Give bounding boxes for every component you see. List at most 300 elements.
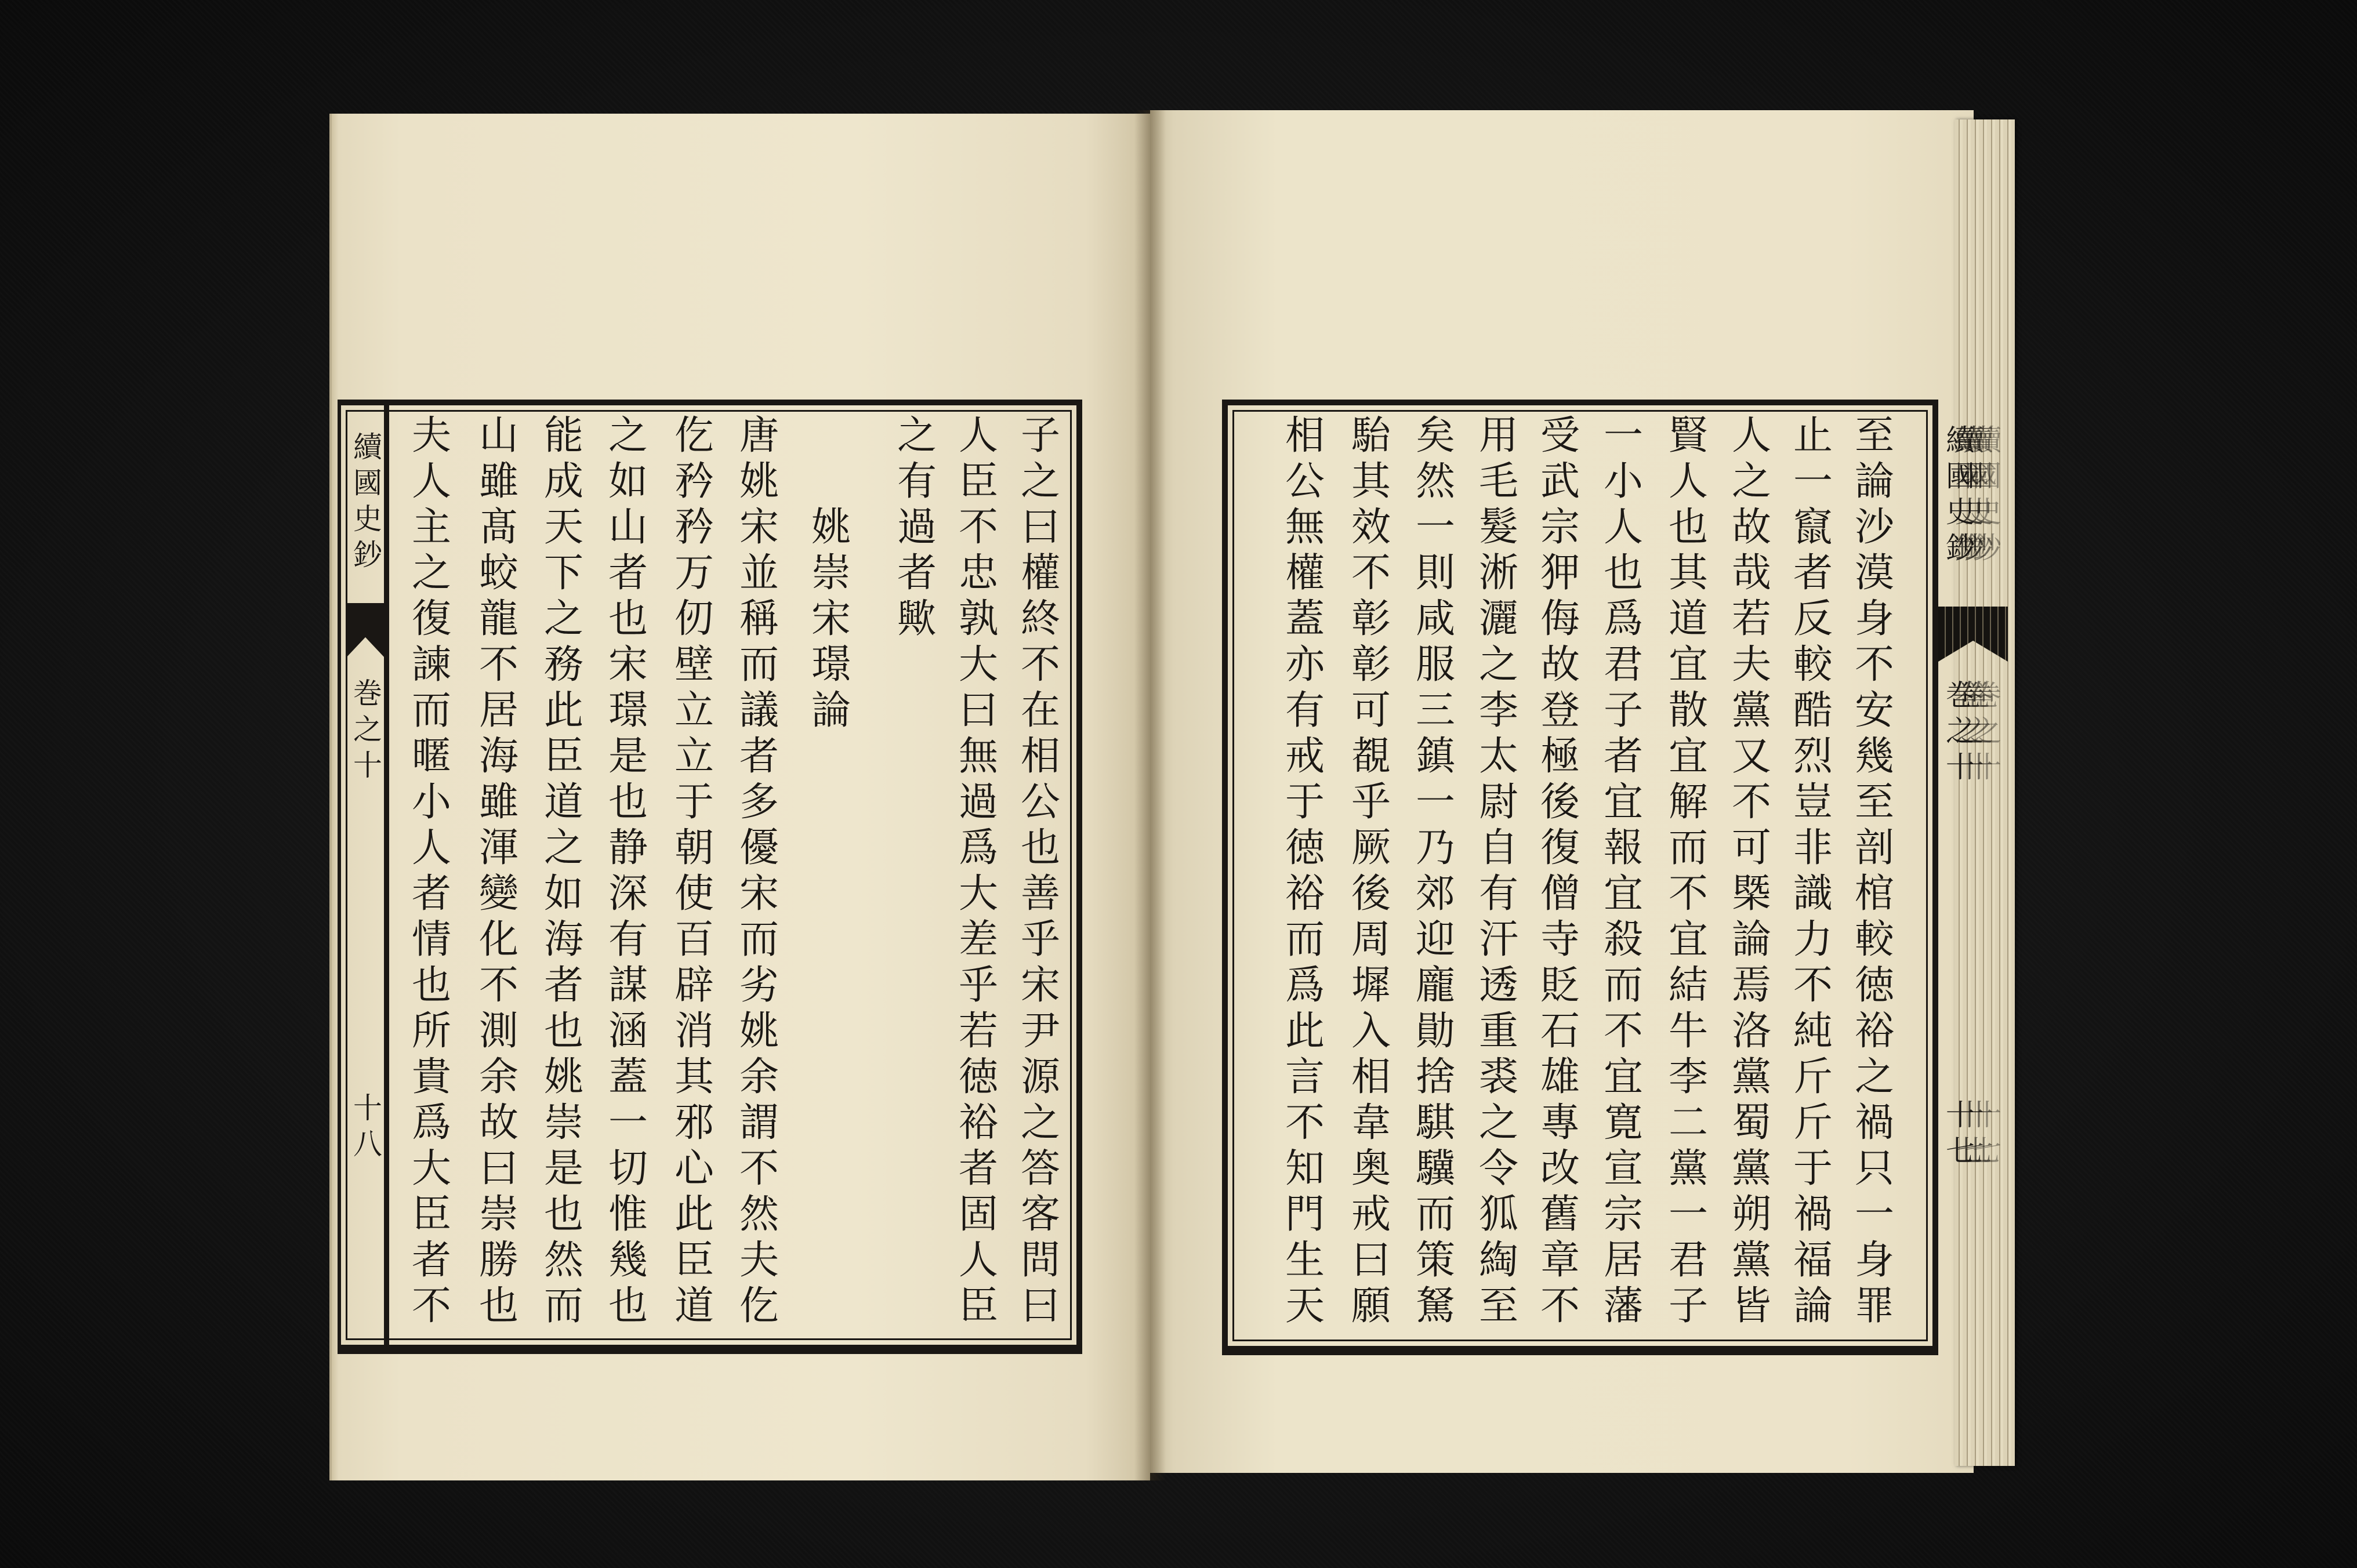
glyph: 之 [543,825,583,871]
glyph: 止 [1793,413,1833,459]
glyph: 也 [1020,825,1060,871]
glyph: 有 [1285,688,1325,734]
glyph: 權 [1285,550,1325,596]
glyph: 山 [608,504,648,550]
glyph: 曰 [1020,1283,1060,1329]
glyph: 不 [478,642,518,688]
glyph: 狎 [1540,550,1580,596]
glyph: 結 [1668,963,1708,1008]
glyph: 璟 [811,642,851,688]
glyph: 洛 [1731,1008,1771,1054]
glyph: 宋 [739,504,779,550]
glyph: 覩 [1351,734,1391,779]
glyph: 是 [543,1146,583,1192]
glyph: 壁 [674,642,714,688]
glyph: 國 [353,466,382,500]
glyph: 龐 [1415,963,1455,1008]
glyph: 灑 [1478,596,1518,642]
glyph: 髮 [1478,504,1518,550]
glyph: 宜 [1668,917,1708,963]
glyph: 邪 [674,1100,714,1146]
glyph: 大 [958,871,998,917]
glyph: 之 [1020,1100,1060,1146]
glyph: 寛 [1603,1100,1643,1146]
glyph: 汗 [1478,917,1518,963]
glyph: 爲 [958,825,998,871]
text-column [665,413,723,1329]
glyph: 公 [1020,779,1060,825]
glyph: 言 [1285,1054,1325,1100]
glyph: 論 [1793,1283,1833,1329]
glyph: 姚 [739,1008,779,1054]
text-column [470,413,528,1329]
glyph: 宜 [1603,871,1643,917]
glyph: 爲 [1285,963,1325,1008]
margin-folio [1944,1097,1977,1169]
glyph: 曰 [1351,1237,1391,1283]
glyph: 也 [543,1008,583,1054]
glyph: 也 [543,1192,583,1237]
glyph: 者 [1793,550,1833,596]
glyph: 李 [1478,688,1518,734]
glyph: 宋 [608,642,648,688]
glyph: 所 [411,1008,451,1054]
glyph: 用 [1478,413,1518,459]
glyph: 夫 [411,413,451,459]
glyph: 並 [739,550,779,596]
glyph: 消 [674,1008,714,1054]
glyph: 差 [958,917,998,963]
glyph: 善 [1020,871,1060,917]
glyph: 殺 [1603,917,1643,963]
glyph: 不 [1540,1283,1580,1329]
glyph: 有 [897,459,937,504]
glyph: 蓋 [608,1054,648,1100]
glyph: 服 [1415,642,1455,688]
glyph: 海 [543,917,583,963]
glyph: 道 [543,779,583,825]
glyph: 道 [674,1283,714,1329]
glyph: 駑 [1415,1283,1455,1329]
glyph: 相 [1020,734,1060,779]
glyph: 一 [1793,459,1833,504]
glyph: 謀 [608,963,648,1008]
glyph: 客 [1020,1192,1060,1237]
glyph: 七 [1946,1134,1975,1168]
glyph: 使 [674,871,714,917]
glyph: 其 [674,1054,714,1100]
glyph: 居 [1603,1237,1643,1283]
glyph: 禍 [1854,1100,1894,1146]
glyph: 令 [1478,1146,1518,1192]
glyph: 純 [1793,1008,1833,1054]
glyph: 乎 [1020,917,1060,963]
glyph: 門 [1285,1192,1325,1237]
glyph: 至 [1478,1283,1518,1329]
glyph: 後 [1540,779,1580,825]
glyph: 願 [1351,1283,1391,1329]
glyph: 無 [1285,504,1325,550]
glyph: 子 [1603,688,1643,734]
glyph: 巻 [1946,678,1975,712]
glyph: 故 [1731,504,1771,550]
margin-title [1944,422,1977,566]
glyph: 立 [674,688,714,734]
glyph: 之 [411,550,451,596]
glyph: 也 [1668,504,1708,550]
glyph: 剖 [1854,825,1894,871]
glyph: 不 [1731,779,1771,825]
glyph: 毛 [1478,459,1518,504]
glyph: 問 [1020,1237,1060,1283]
glyph: 槩 [1731,871,1771,917]
glyph: 僧 [1540,871,1580,917]
glyph: 而 [739,642,779,688]
glyph: 唐 [739,413,779,459]
glyph: 忠 [958,550,998,596]
glyph: 黨 [1731,1146,1771,1192]
text-column [1784,413,1842,1329]
glyph: 人 [1668,459,1708,504]
glyph: 不 [478,963,518,1008]
glyph: 二 [1668,1100,1708,1146]
glyph: 論 [1731,917,1771,963]
glyph: 反 [1793,596,1833,642]
glyph: 臣 [958,1283,998,1329]
glyph: 在 [1020,688,1060,734]
glyph: 若 [1731,596,1771,642]
glyph: 子 [1668,1283,1708,1329]
glyph: 淅 [1478,550,1518,596]
margin-title [351,429,384,573]
glyph: 人 [411,459,451,504]
glyph: 權 [1020,550,1060,596]
glyph: 鈔 [353,538,382,572]
glyph: 十 [353,1091,382,1125]
glyph: 人 [1731,413,1771,459]
margin-folio [351,1090,384,1162]
glyph: 雄 [1540,1054,1580,1100]
glyph: 余 [478,1054,518,1100]
glyph: 而 [739,917,779,963]
glyph: 不 [411,1283,451,1329]
glyph: 較 [1793,642,1833,688]
glyph: 姚 [811,504,851,550]
glyph: 優 [739,825,779,871]
glyph: 者 [739,734,779,779]
glyph: 而 [1603,963,1643,1008]
glyph: 化 [478,917,518,963]
text-column [535,413,593,1329]
glyph: 臣 [958,459,998,504]
glyph: 鈔 [1946,531,1975,565]
glyph: 福 [1793,1237,1833,1283]
glyph: 而 [1668,825,1708,871]
glyph: 厥 [1351,825,1391,871]
glyph: 雖 [478,779,518,825]
glyph: 徳 [1285,825,1325,871]
glyph: 過 [958,779,998,825]
glyph: 余 [739,1054,779,1100]
glyph: 然 [1415,459,1455,504]
glyph: 是 [608,734,648,779]
glyph: 宋 [1020,963,1060,1008]
book-gutter [1134,110,1166,1480]
glyph: 不 [1854,642,1894,688]
glyph: 貶 [1540,963,1580,1008]
glyph: 墀 [1351,963,1391,1008]
glyph: 人 [411,825,451,871]
glyph: 郊 [1415,871,1455,917]
text-column [1470,413,1528,1329]
glyph: 臣 [543,734,583,779]
glyph: 蜀 [1731,1100,1771,1146]
glyph: 切 [608,1146,648,1192]
glyph: 黨 [1668,1146,1708,1192]
glyph: 黨 [1731,1237,1771,1283]
glyph: 非 [1793,825,1833,871]
glyph: 侮 [1540,596,1580,642]
glyph: 髙 [478,504,518,550]
glyph: 此 [543,688,583,734]
glyph: 于 [1793,1146,1833,1192]
text-column [1406,413,1464,1329]
glyph: 答 [1020,1146,1060,1192]
left-margin-divider [384,400,389,1354]
glyph: 罪 [1854,1283,1894,1329]
glyph: 彰 [1351,642,1391,688]
glyph: 大 [411,1146,451,1192]
glyph: 可 [1731,825,1771,871]
glyph: 乎 [958,963,998,1008]
glyph: 仡 [739,1283,779,1329]
glyph: 崇 [811,550,851,596]
glyph: 裘 [1478,1054,1518,1100]
glyph: 曰 [1020,504,1060,550]
glyph: 議 [739,688,779,734]
glyph: 臣 [411,1192,451,1237]
glyph: 不 [1285,1100,1325,1146]
glyph: 賢 [1668,413,1708,459]
glyph: 不 [1793,963,1833,1008]
glyph: 史 [353,502,382,536]
glyph: 有 [1478,871,1518,917]
glyph: 鎮 [1415,734,1455,779]
glyph: 宗 [1603,1192,1643,1237]
glyph: 曰 [958,688,998,734]
glyph: 惟 [608,1192,648,1237]
glyph: 仡 [674,413,714,459]
glyph: 一 [1668,1192,1708,1237]
glyph: 曰 [478,1146,518,1192]
glyph: 巻 [353,677,382,710]
glyph: 故 [478,1100,518,1146]
glyph: 仞 [674,596,714,642]
glyph: 天 [1285,1283,1325,1329]
glyph: 十 [353,749,382,782]
glyph: 多 [739,779,779,825]
glyph: 大 [958,642,998,688]
glyph: 也 [1603,550,1643,596]
glyph: 務 [543,642,583,688]
glyph: 哉 [1731,550,1771,596]
glyph: 歟 [897,596,937,642]
glyph: 暱 [411,734,451,779]
glyph: 者 [411,871,451,917]
glyph: 子 [1020,413,1060,459]
glyph: 爲 [1603,596,1643,642]
text-column [599,413,657,1329]
glyph: 漠 [1854,550,1894,596]
glyph: 固 [958,1192,998,1237]
glyph: 之 [608,413,648,459]
glyph: 其 [1351,459,1391,504]
glyph: 夫 [739,1237,779,1283]
text-column [402,413,460,1329]
glyph: 然 [543,1237,583,1283]
glyph: 皆 [1731,1283,1771,1329]
glyph: 散 [1668,688,1708,734]
glyph: 一 [608,1100,648,1146]
glyph: 一 [1415,504,1455,550]
glyph: 不 [958,504,998,550]
glyph: 禍 [1793,1192,1833,1237]
glyph: 渾 [478,825,518,871]
glyph: 若 [958,1008,998,1054]
glyph: 改 [1540,1146,1580,1192]
glyph: 不 [1351,550,1391,596]
glyph: 者 [411,1237,451,1283]
glyph: 黨 [1731,688,1771,734]
glyph: 終 [1020,596,1060,642]
margin-volume [351,676,384,783]
glyph: 太 [1478,734,1518,779]
glyph: 十 [1946,750,1975,784]
glyph: 過 [897,504,937,550]
glyph: 而 [543,1283,583,1329]
glyph: 宜 [1668,642,1708,688]
text-column [1342,413,1400,1329]
glyph: 安 [1854,688,1894,734]
glyph: 石 [1540,1008,1580,1054]
glyph: 姚 [739,459,779,504]
glyph: 宋 [811,596,851,642]
glyph: 于 [674,779,714,825]
glyph: 極 [1540,734,1580,779]
glyph: 于 [1285,779,1325,825]
glyph: 策 [1415,1237,1455,1283]
glyph: 竄 [1793,504,1833,550]
glyph: 焉 [1731,963,1771,1008]
glyph: 論 [811,688,851,734]
glyph: 能 [543,413,583,459]
glyph: 朔 [1731,1192,1771,1237]
glyph: 而 [1415,1192,1455,1237]
glyph: 海 [478,734,518,779]
glyph: 八 [353,1127,382,1161]
glyph: 乃 [1415,825,1455,871]
glyph: 不 [1020,642,1060,688]
glyph: 不 [1668,871,1708,917]
glyph: 稱 [739,596,779,642]
glyph: 此 [1285,1008,1325,1054]
glyph: 勝 [478,1237,518,1283]
glyph: 者 [608,550,648,596]
glyph: 李 [1668,1054,1708,1100]
glyph: 狐 [1478,1192,1518,1237]
text-column [730,413,788,1329]
glyph: 烈 [1793,734,1833,779]
glyph: 涵 [608,1008,648,1054]
text-column [1659,413,1717,1329]
glyph: 雖 [478,459,518,504]
glyph: 登 [1540,688,1580,734]
glyph: 龍 [478,596,518,642]
glyph: 人 [958,1237,998,1283]
glyph: 矣 [1415,413,1455,459]
glyph: 武 [1540,459,1580,504]
glyph: 生 [1285,1237,1325,1283]
glyph: 戒 [1351,1192,1391,1237]
glyph: 貴 [411,1054,451,1100]
glyph: 宗 [1540,504,1580,550]
glyph: 諫 [411,642,451,688]
glyph: 迎 [1415,917,1455,963]
glyph: 章 [1540,1237,1580,1283]
glyph: 臣 [674,1237,714,1283]
glyph: 相 [1285,413,1325,459]
glyph: 豈 [1793,779,1833,825]
text-column [949,413,1007,1329]
glyph: 君 [1668,1237,1708,1283]
glyph: 韋 [1351,1100,1391,1146]
glyph: 者 [897,550,937,596]
glyph: 之 [543,596,583,642]
glyph: 復 [1540,825,1580,871]
glyph: 黨 [1731,1054,1771,1100]
glyph: 山 [478,413,518,459]
glyph: 璟 [608,688,648,734]
glyph: 謂 [739,1100,779,1146]
glyph: 只 [1854,1146,1894,1192]
glyph: 崇 [478,1192,518,1237]
glyph: 徳 [1854,963,1894,1008]
glyph: 蓋 [1285,596,1325,642]
glyph: 尹 [1020,1008,1060,1054]
glyph: 也 [478,1283,518,1329]
glyph: 酷 [1793,688,1833,734]
glyph: 識 [1793,871,1833,917]
glyph: 裕 [1854,1008,1894,1054]
glyph: 静 [608,825,648,871]
glyph: 矜 [674,459,714,504]
glyph: 力 [1793,917,1833,963]
glyph: 史 [1946,495,1975,529]
glyph: 咸 [1415,596,1455,642]
glyph: 周 [1351,917,1391,963]
glyph: 後 [1351,871,1391,917]
glyph: 綯 [1478,1237,1518,1283]
glyph: 入 [1351,1008,1391,1054]
glyph: 矜 [674,504,714,550]
glyph: 下 [543,550,583,596]
glyph: 無 [958,734,998,779]
glyph: 效 [1351,504,1391,550]
glyph: 之 [897,413,937,459]
glyph: 變 [478,871,518,917]
glyph: 又 [1731,734,1771,779]
glyph: 尉 [1478,779,1518,825]
